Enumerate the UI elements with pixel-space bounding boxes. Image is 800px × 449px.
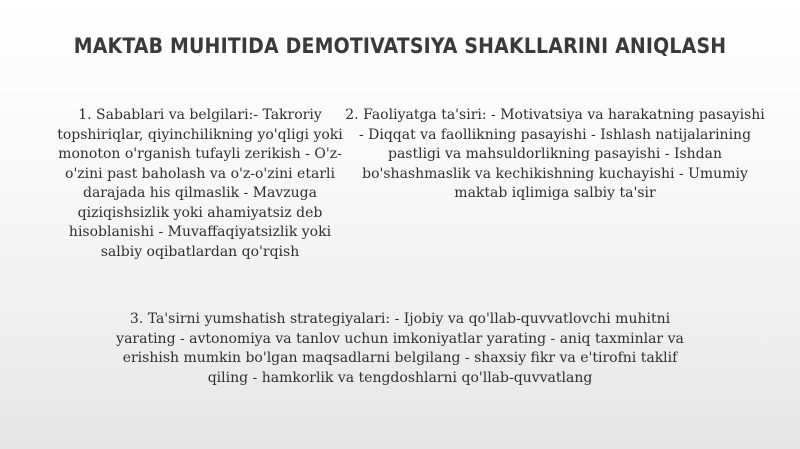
- section-impact-on-activity: 2. Faoliyatga ta'siri: - Motivatsiya va harakatning pasayishi - Diqqat va faollikning pasayishi - Ishlash natijalarining pastligi va mahsuldorlikning pasayishi - Ishdan bo'shashmaslik va kechikishning kuchayishi - Umumiy maktab iqlimiga salbiy ta'sir: [345, 107, 765, 201]
- section-causes-and-signs: 1. Sabablari va belgilari:- Takroriy topshiriqlar, qiyinchilikning yo'qligi yoki monoton o'rganish tufayli zerikish - O'z-o'zini past baholash va o'z-o'zini etarli darajada his qilmaslik - Mavzuga qiziqishsizlik yoki ahamiyatsiz deb hisoblanishi - Muvaffaqiyatsizlik yoki salbiy oqibatlardan qo'rqish: [57, 107, 343, 260]
- slide-title: MAKTAB MUHITIDA DEMOTIVATSIYA SHAKLLARINI ANIQLASH: [73, 34, 727, 58]
- section-mitigation-strategies: 3. Ta'sirni yumshatish strategiyalari: - Ijobiy va qo'llab-quvvatlovchi muhitni yarating - avtonomiya va tanlov uchun imkoniyatlar yarating - aniq taxminlar va erishish mumkin bo'lgan maqsadlarni belgilang - shaxsiy fikr va e'tirofni taklif qiling - hamkorlik va tengdoshlarni qo'llab-quvvatlang: [116, 311, 684, 386]
